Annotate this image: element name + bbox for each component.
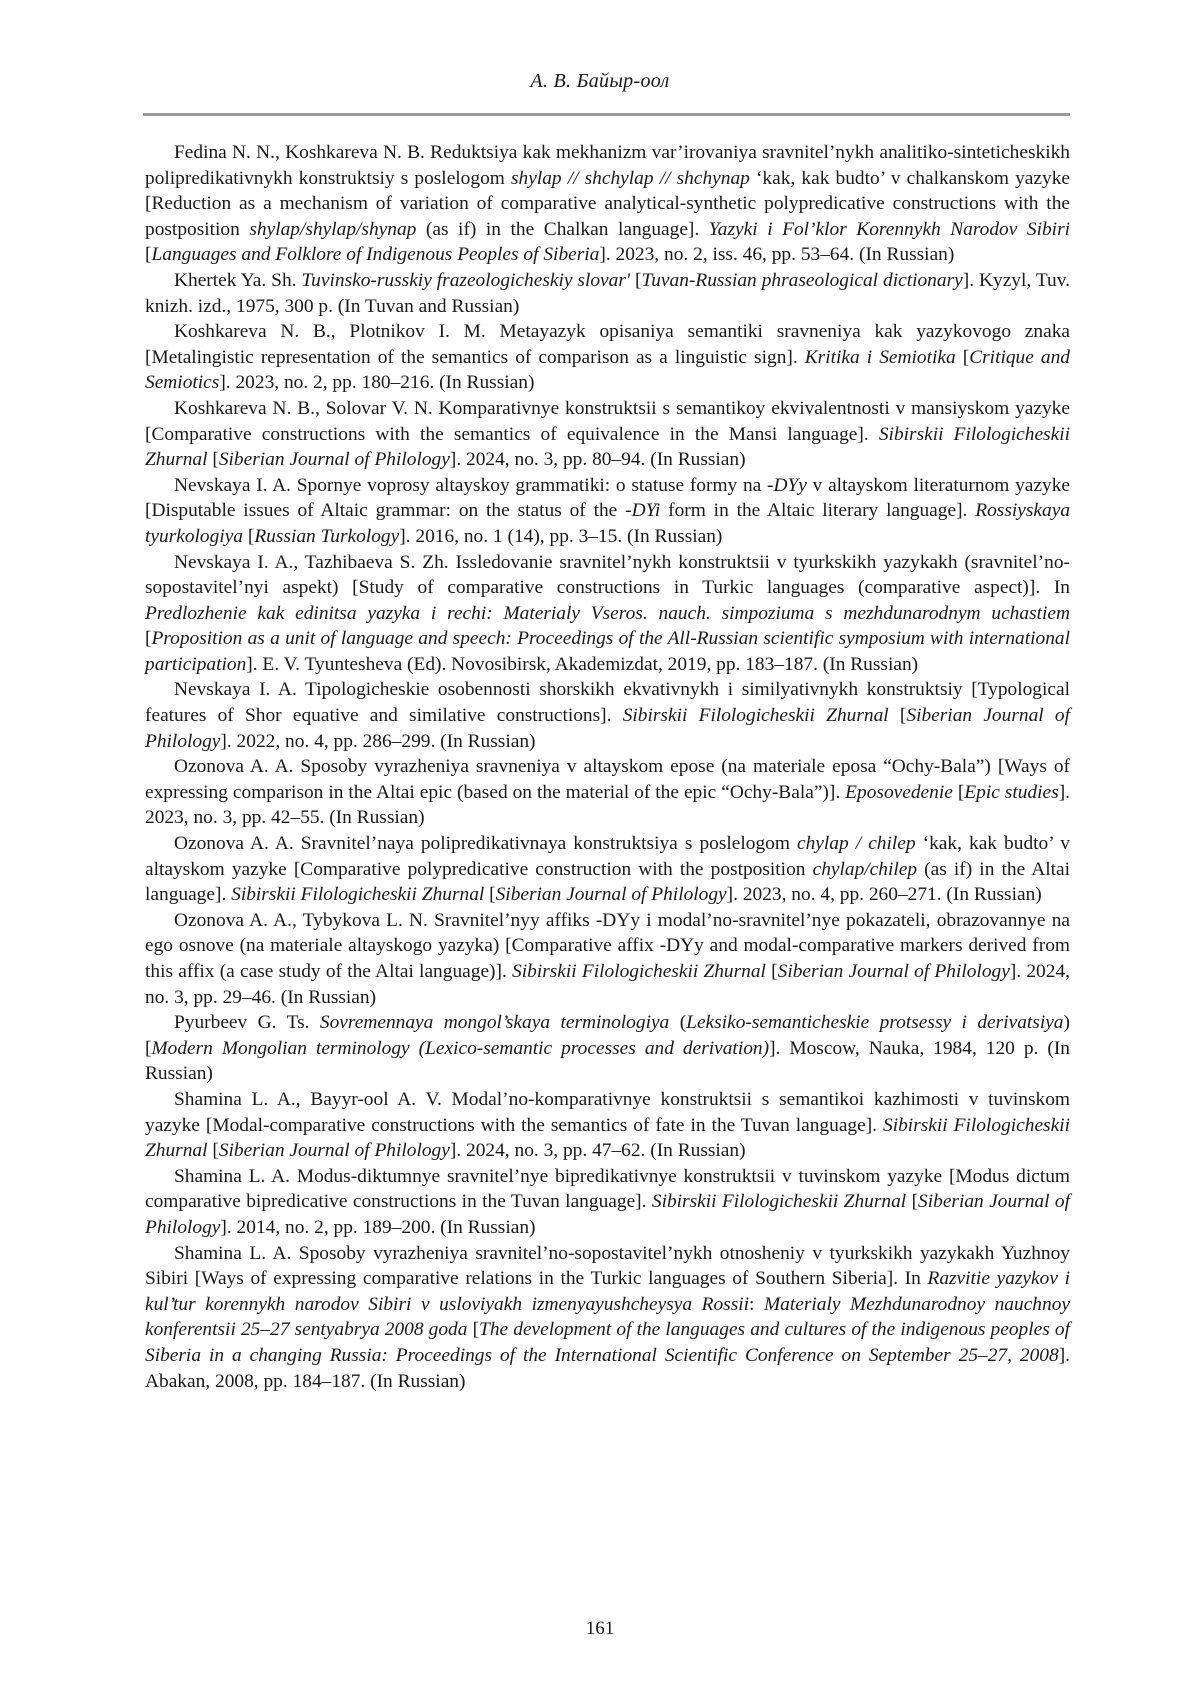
reference-text: [ <box>243 525 255 547</box>
reference-text: ]. 2024, no. 3, pp. 80–94. (In Russian) <box>449 449 746 471</box>
reference-italic-text: Razvitie yazykov i kul’tur korennykh narodov Sibiri v usloviyakh izmenyayushcheysya Rossii <box>145 1268 1070 1315</box>
reference-text: v altayskom literaturnom yazyke [Disputable issues of Altaic grammar: on the status of the <box>145 474 1070 522</box>
reference-text: form in the Altaic literary language]. <box>660 500 976 522</box>
reference-italic-text: Siberian Journal of Philology <box>218 449 450 471</box>
reference-text: [ <box>955 346 970 368</box>
reference-text: [ <box>207 449 219 471</box>
reference-italic-text: chylap / chilep <box>797 833 916 855</box>
reference-text: Nevskaya I. A., Tazhibaeva S. Zh. Issledovanie sravnitel’nykh konstruktsii v tyurkskikh yazykakh (sravnitel’no-sopostavitel’nyi aspekt) [Study of comparative constructions in Turkic languages (comparative aspect)]. In <box>145 551 1070 599</box>
reference-text: [ <box>765 961 778 982</box>
page-number: 161 <box>585 1618 615 1639</box>
reference-italic-text: Tuvan-Russian phraseological dictionary <box>641 269 963 291</box>
reference-text: [ <box>145 244 152 266</box>
reference-italic-text: Siberian Journal of Philology <box>145 1191 1070 1238</box>
reference-italic-text: Modern Mongolian terminology (Lexico-semantic processes and derivation) <box>151 1037 770 1059</box>
reference-text: Koshkareva N. B., Solovar V. N. Komparativnye konstruktsii s semantikoy ekvivalentnosti v mansiyskom yazyke [Comparative constructions with the semantics of equivalence in the Mansi language]. <box>145 397 1070 445</box>
reference-italic-text: Sibirskii Filologicheskii Zhurnal <box>231 884 485 906</box>
reference-text: : <box>749 1293 765 1315</box>
reference-italic-text: -DYi <box>625 500 661 522</box>
reference-text: ]. E. V. Tyuntesheva (Ed). Novosibirsk, Akademizdat, 2019, pp. 183–187. (In Russian) <box>246 653 919 675</box>
reference-text: ‘kak, kak budto’ v chalkanskom yazyke [Reduction as a mechanism of variation of comparative analytical-synthetic polypredicative constructions with the postposition <box>145 167 1071 240</box>
reference-text: ]. 2024, no. 3, pp. 29–46. (In Russian) <box>145 961 1070 1008</box>
reference-text: ]. 2023, no. 2, iss. 46, pp. 53–64. (In Russian) <box>599 244 955 266</box>
reference-italic-text: Kritika i Semiotika <box>804 346 956 368</box>
reference-text: ]. Kyzyl, Tuv. knizh. izd., 1975, 300 p. (In Tuvan and Russian) <box>145 269 1070 317</box>
reference-italic-text: Critique and Semiotics <box>145 346 1070 394</box>
reference-text: [ <box>145 628 152 650</box>
reference-text: Pyurbeev G. Ts. <box>174 1012 320 1034</box>
reference-text: ]. 2014, no. 2, pp. 189–200. (In Russian) <box>220 1216 536 1238</box>
reference-italic-text: shylap // shchylap // shchynap <box>510 167 750 189</box>
reference-italic-text: Sibirskii Filologicheskii Zhurnal <box>651 1191 907 1213</box>
reference-italic-text: Proposition as a unit of language and speech: Proceedings of the All-Russian scientific symposium with international participation <box>145 628 1070 675</box>
reference-text: [ <box>952 781 965 803</box>
reference-text: [ <box>888 705 907 727</box>
reference-italic-text: Siberian Journal of Philology <box>145 705 1070 752</box>
reference-italic-text: Materialy Mezhdunarodnoy nauchnoy konferentsii 25–27 sentyabrya 2008 goda <box>145 1293 1070 1341</box>
reference-text: Nevskaya I. A. Tipologicheskie osobennosti shorskikh ekvativnykh i similyativnykh konstruktsiy [Typological features of Shor equative and similative constructions]. <box>145 679 1070 727</box>
reference-italic-text: Sovremennaya mongol’skaya terminologiya <box>319 1012 670 1034</box>
reference-italic-text: Sibirskii Filologicheskii Zhurnal <box>145 1114 1070 1162</box>
reference-text: [ <box>484 884 496 906</box>
reference-text: Ozonova A. A. Sposoby vyrazheniya sravneniya v altayskom epose (na materiale eposa “Ochy-Bala”) [Ways of expressing comparison in the Altai epic (based on the material of the epic “Ochy-Bala”)]. <box>145 756 1070 803</box>
reference-text: ]. 2023, no. 2, pp. 180–216. (In Russian) <box>219 372 535 394</box>
reference-entry-ozonova-tybykova <box>145 908 1070 1010</box>
reference-text: ]. Moscow, Nauka, 1984, 120 p. (In Russian) <box>145 1037 1071 1085</box>
reference-text: Shamina L. A., Bayyr-ool A. V. Modal’no-komparativnye konstruktsii s semantikoi kazhimosti v tuvinskom yazyke [Modal-comparative constructions with the semantics of fate in the Tuvan language]. <box>145 1088 1070 1136</box>
reference-italic-text: chylap/chilep <box>812 858 918 880</box>
header-rule <box>143 113 1070 116</box>
reference-italic-text: Predlozhenie kak edinitsa yazyka i rechi: Materialy Vseros. nauch. simpoziuma s mezhdunarodnym uchastiem <box>145 602 1070 624</box>
reference-italic-text: Siberian Journal of Philology <box>777 961 1010 982</box>
reference-italic-text: Yazyki i Fol’klor Korennykh Narodov Sibiri <box>708 218 1071 240</box>
reference-entry-shamina-2014 <box>145 1164 1070 1241</box>
running-head: А. В. Байыр-оол <box>530 70 670 92</box>
reference-entry-ozonova-epos <box>145 754 1070 831</box>
reference-text: [ <box>467 1319 480 1341</box>
reference-italic-text: Eposovedenie <box>845 781 953 803</box>
reference-italic-text: Tuvinsko-russkiy frazeologicheskiy slovar' <box>301 269 631 291</box>
reference-italic-text: Siberian Journal of Philology <box>495 884 727 906</box>
reference-entry-shamina-bayyr-ool <box>145 1087 1070 1164</box>
reference-italic-text: Sibirskii Filologicheskii Zhurnal <box>622 705 889 727</box>
reference-text: ]. Abakan, 2008, pp. 184–187. (In Russian) <box>145 1344 1070 1392</box>
reference-italic-text: shylap/shylap/shynap <box>249 218 417 240</box>
reference-entry-nevskaya-2022 <box>145 677 1070 754</box>
reference-text: ]. 2016, no. 1 (14), pp. 3–15. (In Russian) <box>399 525 723 547</box>
reference-list <box>145 140 1070 1394</box>
reference-italic-text: Leksiko-semanticheskie protsessy i derivatsiya <box>686 1012 1064 1034</box>
reference-italic-text: Epic studies <box>964 781 1059 803</box>
reference-text: ( <box>669 1012 687 1034</box>
reference-text: ]. 2023, no. 4, pp. 260–271. (In Russian) <box>726 884 1042 906</box>
reference-text: ]. 2022, no. 4, pp. 286–299. (In Russian) <box>220 730 536 752</box>
reference-text: Nevskaya I. A. Spornye voprosy altayskoy grammatiki: o statuse formy na <box>174 474 768 496</box>
reference-text: ]. 2024, no. 3, pp. 47–62. (In Russian) <box>449 1140 746 1162</box>
reference-entry-shamina-2008 <box>145 1241 1070 1395</box>
reference-text: ]. 2023, no. 3, pp. 42–55. (In Russian) <box>145 781 1070 829</box>
reference-entry-khertek <box>145 268 1070 319</box>
reference-italic-text: The development of the languages and cultures of the indigenous peoples of Siberia in a changing Russia: Proceedings of the International Scientific Conference on September 25–27, 2008 <box>145 1319 1070 1366</box>
reference-text: Khertek Ya. Sh. <box>174 269 302 291</box>
reference-text: [ <box>630 269 642 291</box>
reference-italic-text: Rossiyskaya tyurkologiya <box>145 500 1071 547</box>
reference-italic-text: Languages and Folklore of Indigenous Peoples of Siberia <box>151 244 600 266</box>
reference-entry-ozonova-chylap <box>145 831 1070 908</box>
reference-text: Fedina N. N., Koshkareva N. B. Reduktsiya kak mekhanizm var’irovaniya sravnitel’nykh analitiko-sinteticheskikh polipredikativnykh konstruktsiy s poslelogom <box>145 142 1070 189</box>
reference-text: Koshkareva N. B., Plotnikov I. M. Metayazyk opisaniya semantiki sravneniya kak yazykovogo znaka [Metalingistic representation of the semantics of comparison as a linguistic sign]. <box>145 321 1070 368</box>
reference-text: (as if) in the Chalkan language]. <box>416 218 709 240</box>
reference-entry-nevskaya-2016 <box>145 473 1070 550</box>
reference-text: Ozonova A. A., Tybykova L. N. Sravnitel’nyy affiks -DYy i modal’no-sravnitel’nye pokazateli, obrazovannye na ego osnove (na materiale altayskogo yazyka) [Comparative affix -DYy and modal-comparative markers derived from this affix (a case study of the Altai language)]. <box>145 909 1070 982</box>
reference-text: [ <box>906 1191 919 1213</box>
reference-italic-text: -DYy <box>767 474 807 496</box>
reference-entry-nevskaya-tazhibaeva <box>145 550 1070 678</box>
reference-italic-text: Russian Turkology <box>254 525 400 547</box>
reference-text: Ozonova A. A. Sravnitel’naya polipredikativnaya konstruktsiya s poslelogom <box>174 833 797 855</box>
reference-entry-pyurbeev <box>145 1010 1070 1087</box>
reference-text: (as if) in the Altai language]. <box>145 858 1071 906</box>
reference-text: ) [ <box>145 1012 1070 1059</box>
reference-italic-text: Sibirskii Filologicheskii Zhurnal <box>145 423 1070 471</box>
reference-text: [ <box>207 1140 219 1162</box>
reference-entry-koshkareva-plotnikov <box>145 319 1070 396</box>
reference-entry-fedina <box>145 140 1070 268</box>
reference-entry-koshkareva-solovar <box>145 396 1070 473</box>
reference-italic-text: Siberian Journal of Philology <box>218 1140 450 1162</box>
reference-text: ‘kak, kak budto’ v altayskom yazyke [Comparative polypredicative construction with the postposition <box>145 833 1070 880</box>
reference-text: Shamina L. A. Modus-diktumnye sravnitel’nye bipredikativnye konstruktsii v tuvinskom yazyke [Modus dictum comparative bipredicative constructions in the Tuvan language]. <box>145 1165 1070 1213</box>
reference-text: Shamina L. A. Sposoby vyrazheniya sravnitel’no-sopostavitel’nykh otnosheniy v tyurkskikh yazykakh Yuzhnoy Sibiri [Ways of expressing comparative relations in the Turkic languages of Southern Siberia]. In <box>145 1242 1070 1290</box>
reference-italic-text: Sibirskii Filologicheskii Zhurnal <box>512 961 766 982</box>
